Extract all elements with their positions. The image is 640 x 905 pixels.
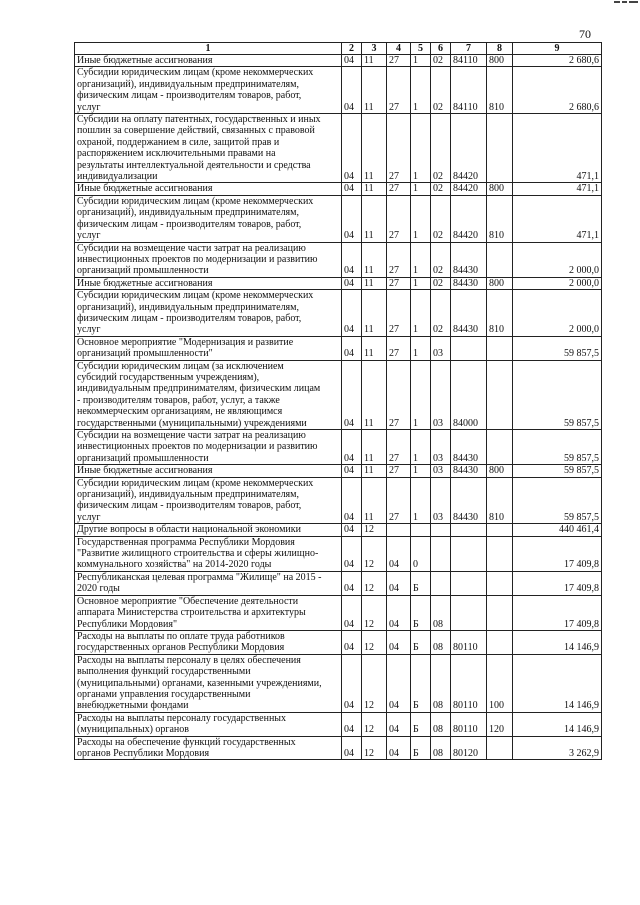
event-code-cell: 08 bbox=[431, 595, 451, 630]
expense-type-code-cell: 800 bbox=[487, 277, 513, 289]
section-code-cell: 04 bbox=[342, 477, 362, 524]
table-row bbox=[75, 477, 602, 524]
section-code-cell: 04 bbox=[342, 430, 362, 465]
expense-direction-code-cell bbox=[451, 595, 487, 630]
expense-type-code-cell bbox=[487, 736, 513, 760]
subprogram-code-cell: 1 bbox=[411, 242, 431, 277]
subsection-code-cell: 11 bbox=[362, 183, 387, 195]
amount-cell: 471,1 bbox=[513, 195, 602, 242]
amount-cell: 440 461,4 bbox=[513, 524, 602, 536]
table-row bbox=[75, 736, 602, 760]
expense-type-code-cell: 810 bbox=[487, 67, 513, 114]
expense-direction-code-cell bbox=[451, 336, 487, 360]
expense-type-code-cell bbox=[487, 536, 513, 571]
table-row bbox=[75, 536, 602, 571]
row-name-cell: Основное мероприятие "Модернизация и развитие организаций промышленности" bbox=[75, 336, 342, 360]
expense-type-code-cell bbox=[487, 430, 513, 465]
program-code-cell: 27 bbox=[387, 277, 411, 289]
expense-direction-code-cell: 84430 bbox=[451, 290, 487, 337]
expense-type-code-cell bbox=[487, 571, 513, 595]
expense-type-code-cell: 800 bbox=[487, 183, 513, 195]
program-code-cell: 04 bbox=[387, 654, 411, 712]
amount-cell: 17 409,8 bbox=[513, 571, 602, 595]
expense-direction-code-cell: 84430 bbox=[451, 242, 487, 277]
expense-type-code-cell: 810 bbox=[487, 477, 513, 524]
section-code-cell: 04 bbox=[342, 524, 362, 536]
event-code-cell: 03 bbox=[431, 477, 451, 524]
table-row bbox=[75, 114, 602, 183]
event-code-cell: 08 bbox=[431, 712, 451, 736]
row-name-cell: Основное мероприятие "Обеспечение деятельности аппарата Министерства строительства и архитектуры Республики Мордовия" bbox=[75, 595, 342, 630]
row-name-cell: Субсидии юридическим лицам (за исключением субсидий государственным учреждениям), индивидуальным предпринимателям, физическим лицам - производителям товаров, работ, услуг, а также некоммерческим организациям, не являющимся государственными (муниципальными) учреждениями bbox=[75, 360, 342, 429]
expense-type-code-cell bbox=[487, 630, 513, 654]
program-code-cell: 27 bbox=[387, 336, 411, 360]
section-code-cell: 04 bbox=[342, 67, 362, 114]
expense-type-code-cell: 100 bbox=[487, 654, 513, 712]
expense-type-code-cell: 120 bbox=[487, 712, 513, 736]
row-name-cell: Другие вопросы в области национальной экономики bbox=[75, 524, 342, 536]
amount-cell: 2 000,0 bbox=[513, 290, 602, 337]
event-code-cell: 08 bbox=[431, 654, 451, 712]
budget-table bbox=[74, 42, 602, 760]
section-code-cell: 04 bbox=[342, 277, 362, 289]
event-code-cell bbox=[431, 536, 451, 571]
expense-type-code-cell bbox=[487, 595, 513, 630]
expense-type-code-cell: 800 bbox=[487, 55, 513, 67]
column-header: 5 bbox=[411, 43, 431, 55]
column-header: 8 bbox=[487, 43, 513, 55]
amount-cell: 59 857,5 bbox=[513, 430, 602, 465]
column-header: 2 bbox=[342, 43, 362, 55]
subprogram-code-cell bbox=[411, 524, 431, 536]
subprogram-code-cell: 1 bbox=[411, 430, 431, 465]
amount-cell: 59 857,5 bbox=[513, 465, 602, 477]
expense-type-code-cell bbox=[487, 360, 513, 429]
section-code-cell: 04 bbox=[342, 536, 362, 571]
table-row bbox=[75, 712, 602, 736]
subprogram-code-cell: 1 bbox=[411, 114, 431, 183]
subprogram-code-cell: 1 bbox=[411, 290, 431, 337]
event-code-cell: 08 bbox=[431, 630, 451, 654]
column-header: 6 bbox=[431, 43, 451, 55]
table-row bbox=[75, 595, 602, 630]
subsection-code-cell: 11 bbox=[362, 195, 387, 242]
row-name-cell: Иные бюджетные ассигнования bbox=[75, 277, 342, 289]
expense-type-code-cell bbox=[487, 114, 513, 183]
program-code-cell bbox=[387, 524, 411, 536]
program-code-cell: 27 bbox=[387, 477, 411, 524]
event-code-cell: 08 bbox=[431, 736, 451, 760]
table-row bbox=[75, 183, 602, 195]
subsection-code-cell: 12 bbox=[362, 712, 387, 736]
program-code-cell: 27 bbox=[387, 114, 411, 183]
subprogram-code-cell: Б bbox=[411, 595, 431, 630]
subsection-code-cell: 11 bbox=[362, 336, 387, 360]
amount-cell: 2 680,6 bbox=[513, 67, 602, 114]
event-code-cell: 02 bbox=[431, 183, 451, 195]
amount-cell: 2 680,6 bbox=[513, 55, 602, 67]
expense-direction-code-cell bbox=[451, 536, 487, 571]
expense-direction-code-cell: 80110 bbox=[451, 654, 487, 712]
section-code-cell: 04 bbox=[342, 736, 362, 760]
table-row bbox=[75, 55, 602, 67]
table-row bbox=[75, 630, 602, 654]
expense-direction-code-cell: 80110 bbox=[451, 712, 487, 736]
event-code-cell: 02 bbox=[431, 290, 451, 337]
subsection-code-cell: 12 bbox=[362, 630, 387, 654]
section-code-cell: 04 bbox=[342, 183, 362, 195]
column-header: 9 bbox=[513, 43, 602, 55]
amount-cell: 2 000,0 bbox=[513, 242, 602, 277]
row-name-cell: Республиканская целевая программа "Жилище" на 2015 - 2020 годы bbox=[75, 571, 342, 595]
row-name-cell: Расходы на обеспечение функций государственных органов Республики Мордовия bbox=[75, 736, 342, 760]
table-row bbox=[75, 336, 602, 360]
page-number: 70 bbox=[579, 27, 591, 41]
subsection-code-cell: 11 bbox=[362, 360, 387, 429]
column-header: 1 bbox=[75, 43, 342, 55]
program-code-cell: 04 bbox=[387, 536, 411, 571]
amount-cell: 59 857,5 bbox=[513, 336, 602, 360]
section-code-cell: 04 bbox=[342, 654, 362, 712]
program-code-cell: 27 bbox=[387, 465, 411, 477]
row-name-cell: Иные бюджетные ассигнования bbox=[75, 183, 342, 195]
expense-direction-code-cell: 84000 bbox=[451, 360, 487, 429]
row-name-cell: Субсидии на оплату патентных, государственных и иных пошлин за совершение действий, связанных с правовой охраной, поддержанием в силе, защитой прав и распоряжением исключительными правами на результаты интеллектуальной деятельности и средства индивидуализации bbox=[75, 114, 342, 183]
table-row bbox=[75, 430, 602, 465]
subsection-code-cell: 11 bbox=[362, 290, 387, 337]
subsection-code-cell: 12 bbox=[362, 524, 387, 536]
expense-type-code-cell: 810 bbox=[487, 195, 513, 242]
amount-cell: 3 262,9 bbox=[513, 736, 602, 760]
event-code-cell: 03 bbox=[431, 465, 451, 477]
amount-cell: 59 857,5 bbox=[513, 360, 602, 429]
row-name-cell: Субсидии юридическим лицам (кроме некоммерческих организаций), индивидуальным предпринимателям, физическим лицам - производителям товаров, работ, услуг bbox=[75, 477, 342, 524]
row-name-cell: Субсидии на возмещение части затрат на реализацию инвестиционных проектов по модернизации и развитию организаций промышленности bbox=[75, 430, 342, 465]
row-name-cell: Иные бюджетные ассигнования bbox=[75, 465, 342, 477]
expense-direction-code-cell: 84420 bbox=[451, 195, 487, 242]
amount-cell: 14 146,9 bbox=[513, 712, 602, 736]
program-code-cell: 27 bbox=[387, 195, 411, 242]
expense-direction-code-cell: 84430 bbox=[451, 477, 487, 524]
section-code-cell: 04 bbox=[342, 465, 362, 477]
program-code-cell: 27 bbox=[387, 183, 411, 195]
row-name-cell: Субсидии юридическим лицам (кроме некоммерческих организаций), индивидуальным предпринимателям, физическим лицам - производителям товаров, работ, услуг bbox=[75, 290, 342, 337]
expense-direction-code-cell: 84110 bbox=[451, 55, 487, 67]
expense-direction-code-cell: 84430 bbox=[451, 465, 487, 477]
subprogram-code-cell: 1 bbox=[411, 55, 431, 67]
expense-type-code-cell: 800 bbox=[487, 465, 513, 477]
subsection-code-cell: 12 bbox=[362, 736, 387, 760]
table-row bbox=[75, 195, 602, 242]
event-code-cell: 02 bbox=[431, 114, 451, 183]
subprogram-code-cell: 1 bbox=[411, 183, 431, 195]
expense-direction-code-cell: 80110 bbox=[451, 630, 487, 654]
table-row bbox=[75, 571, 602, 595]
subprogram-code-cell: 0 bbox=[411, 536, 431, 571]
expense-direction-code-cell: 84430 bbox=[451, 277, 487, 289]
program-code-cell: 27 bbox=[387, 55, 411, 67]
table-row bbox=[75, 360, 602, 429]
table-row bbox=[75, 67, 602, 114]
section-code-cell: 04 bbox=[342, 630, 362, 654]
section-code-cell: 04 bbox=[342, 595, 362, 630]
expense-type-code-cell: 810 bbox=[487, 290, 513, 337]
expense-type-code-cell bbox=[487, 242, 513, 277]
event-code-cell bbox=[431, 571, 451, 595]
subsection-code-cell: 11 bbox=[362, 277, 387, 289]
row-name-cell: Расходы на выплаты персоналу в целях обеспечения выполнения функций государственными (муниципальными) органами, казенными учреждениями, органами управления государственными внебюджетными фондами bbox=[75, 654, 342, 712]
event-code-cell: 03 bbox=[431, 430, 451, 465]
subsection-code-cell: 11 bbox=[362, 465, 387, 477]
expense-direction-code-cell: 84420 bbox=[451, 114, 487, 183]
section-code-cell: 04 bbox=[342, 290, 362, 337]
program-code-cell: 27 bbox=[387, 67, 411, 114]
program-code-cell: 27 bbox=[387, 290, 411, 337]
section-code-cell: 04 bbox=[342, 712, 362, 736]
expense-direction-code-cell: 80120 bbox=[451, 736, 487, 760]
amount-cell: 471,1 bbox=[513, 114, 602, 183]
amount-cell: 14 146,9 bbox=[513, 630, 602, 654]
subprogram-code-cell: 1 bbox=[411, 277, 431, 289]
amount-cell: 471,1 bbox=[513, 183, 602, 195]
subsection-code-cell: 11 bbox=[362, 55, 387, 67]
subsection-code-cell: 12 bbox=[362, 536, 387, 571]
event-code-cell: 03 bbox=[431, 336, 451, 360]
subprogram-code-cell: Б bbox=[411, 736, 431, 760]
program-code-cell: 27 bbox=[387, 242, 411, 277]
program-code-cell: 27 bbox=[387, 360, 411, 429]
row-name-cell: Субсидии юридическим лицам (кроме некоммерческих организаций), индивидуальным предпринимателям, физическим лицам - производителям товаров, работ, услуг bbox=[75, 67, 342, 114]
column-header: 3 bbox=[362, 43, 387, 55]
subsection-code-cell: 12 bbox=[362, 595, 387, 630]
table-row bbox=[75, 524, 602, 536]
table-row bbox=[75, 277, 602, 289]
event-code-cell bbox=[431, 524, 451, 536]
event-code-cell: 02 bbox=[431, 277, 451, 289]
amount-cell: 17 409,8 bbox=[513, 595, 602, 630]
expense-direction-code-cell: 84110 bbox=[451, 67, 487, 114]
subprogram-code-cell: Б bbox=[411, 712, 431, 736]
subprogram-code-cell: 1 bbox=[411, 67, 431, 114]
table-row bbox=[75, 290, 602, 337]
amount-cell: 14 146,9 bbox=[513, 654, 602, 712]
column-header: 4 bbox=[387, 43, 411, 55]
program-code-cell: 04 bbox=[387, 736, 411, 760]
subsection-code-cell: 11 bbox=[362, 477, 387, 524]
subprogram-code-cell: Б bbox=[411, 630, 431, 654]
expense-direction-code-cell: 84420 bbox=[451, 183, 487, 195]
subsection-code-cell: 11 bbox=[362, 430, 387, 465]
section-code-cell: 04 bbox=[342, 114, 362, 183]
table-row bbox=[75, 654, 602, 712]
row-name-cell: Расходы на выплаты персоналу государственных (муниципальных) органов bbox=[75, 712, 342, 736]
section-code-cell: 04 bbox=[342, 55, 362, 67]
expense-type-code-cell bbox=[487, 336, 513, 360]
row-name-cell: Иные бюджетные ассигнования bbox=[75, 55, 342, 67]
expense-direction-code-cell: 84430 bbox=[451, 430, 487, 465]
event-code-cell: 02 bbox=[431, 242, 451, 277]
scan-edge-mark bbox=[612, 0, 640, 6]
section-code-cell: 04 bbox=[342, 242, 362, 277]
section-code-cell: 04 bbox=[342, 195, 362, 242]
row-name-cell: Расходы на выплаты по оплате труда работников государственных органов Республики Мордовия bbox=[75, 630, 342, 654]
subprogram-code-cell: 1 bbox=[411, 477, 431, 524]
event-code-cell: 02 bbox=[431, 55, 451, 67]
subsection-code-cell: 12 bbox=[362, 571, 387, 595]
subsection-code-cell: 11 bbox=[362, 67, 387, 114]
subprogram-code-cell: 1 bbox=[411, 360, 431, 429]
program-code-cell: 27 bbox=[387, 430, 411, 465]
program-code-cell: 04 bbox=[387, 630, 411, 654]
header-row bbox=[75, 43, 602, 55]
subsection-code-cell: 11 bbox=[362, 242, 387, 277]
section-code-cell: 04 bbox=[342, 571, 362, 595]
row-name-cell: Субсидии юридическим лицам (кроме некоммерческих организаций), индивидуальным предпринимателям, физическим лицам - производителям товаров, работ, услуг bbox=[75, 195, 342, 242]
program-code-cell: 04 bbox=[387, 571, 411, 595]
column-header: 7 bbox=[451, 43, 487, 55]
subprogram-code-cell: Б bbox=[411, 654, 431, 712]
event-code-cell: 02 bbox=[431, 67, 451, 114]
subsection-code-cell: 12 bbox=[362, 654, 387, 712]
expense-direction-code-cell bbox=[451, 571, 487, 595]
event-code-cell: 02 bbox=[431, 195, 451, 242]
table-row bbox=[75, 465, 602, 477]
subprogram-code-cell: 1 bbox=[411, 465, 431, 477]
row-name-cell: Субсидии на возмещение части затрат на реализацию инвестиционных проектов по модернизации и развитию организаций промышленности bbox=[75, 242, 342, 277]
subsection-code-cell: 11 bbox=[362, 114, 387, 183]
subprogram-code-cell: 1 bbox=[411, 336, 431, 360]
program-code-cell: 04 bbox=[387, 595, 411, 630]
section-code-cell: 04 bbox=[342, 360, 362, 429]
subprogram-code-cell: 1 bbox=[411, 195, 431, 242]
subprogram-code-cell: Б bbox=[411, 571, 431, 595]
amount-cell: 17 409,8 bbox=[513, 536, 602, 571]
amount-cell: 2 000,0 bbox=[513, 277, 602, 289]
row-name-cell: Государственная программа Республики Мордовия "Развитие жилищного строительства и сферы жилищно- коммунального хозяйства" на 2014-2020 годы bbox=[75, 536, 342, 571]
section-code-cell: 04 bbox=[342, 336, 362, 360]
table-row bbox=[75, 242, 602, 277]
event-code-cell: 03 bbox=[431, 360, 451, 429]
expense-type-code-cell bbox=[487, 524, 513, 536]
amount-cell: 59 857,5 bbox=[513, 477, 602, 524]
expense-direction-code-cell bbox=[451, 524, 487, 536]
program-code-cell: 04 bbox=[387, 712, 411, 736]
